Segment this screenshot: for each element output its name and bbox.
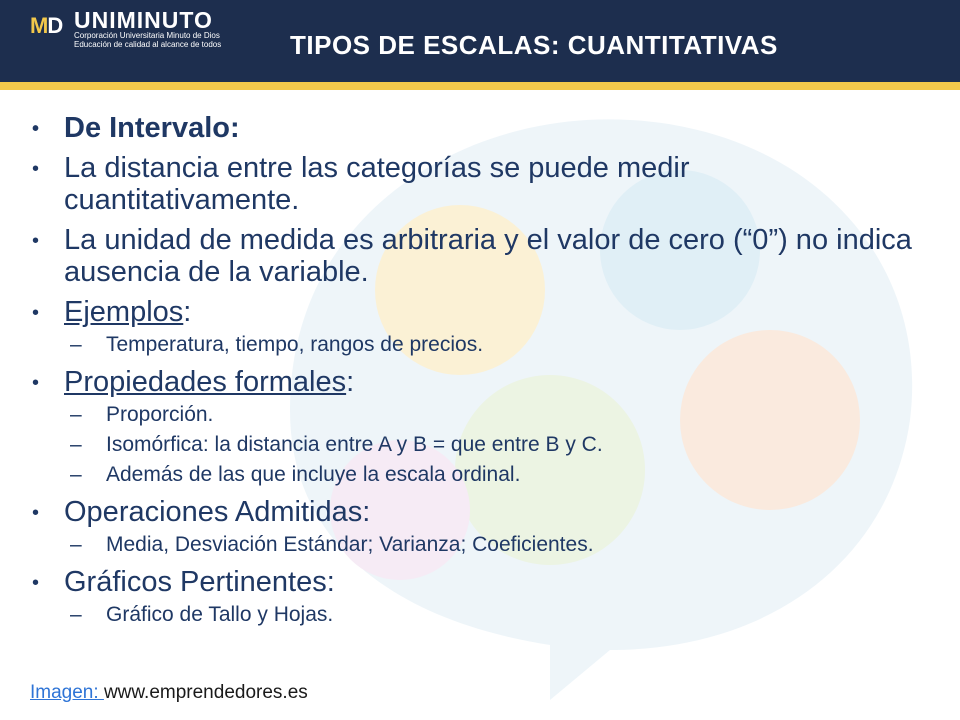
bullet-icon: • [32, 230, 40, 252]
list-item-de-intervalo [30, 112, 930, 144]
list-item-propiedades [30, 366, 930, 398]
image-credit-source: www.emprendedores.es [103, 682, 308, 703]
slide-title: TIPOS DE ESCALAS: CUANTITATIVAS [290, 30, 778, 60]
sub-item-ejemplos [30, 332, 930, 358]
sub-item-graficos [30, 602, 930, 628]
bullet-icon: • [32, 372, 40, 394]
bullet-text: De Intervalo: [64, 112, 240, 144]
dash-icon: – [70, 463, 82, 486]
list-item-unidad [30, 224, 930, 288]
sub-text: Media, Desviación Estándar; Varianza; Coeficientes. [106, 533, 594, 556]
propiedades-link[interactable]: Propiedades formales [64, 366, 347, 398]
image-credit-link[interactable]: Imagen: [30, 682, 104, 703]
logo-subtitle-line-2: Educación de calidad al alcance de todos [74, 40, 222, 49]
sub-item-proporcion [30, 402, 930, 428]
dash-icon: – [70, 333, 82, 356]
bullet-text: La unidad de medida es arbitraria y el valor de cero (“0”) no indica ausencia de la variable. [64, 224, 912, 288]
ejemplos-link[interactable]: Ejemplos [64, 296, 184, 328]
list-item-distancia [30, 152, 930, 216]
bullet-text: Operaciones Admitidas: [64, 496, 371, 528]
sub-text: Isomórfica: la distancia entre A y B = que entre B y C. [106, 433, 603, 456]
dash-icon: – [70, 433, 82, 456]
bullet-text: Gráficos Pertinentes: [64, 566, 335, 598]
list-item-ejemplos [30, 296, 930, 328]
logo-subtitle [74, 31, 221, 49]
header-bar [0, 0, 960, 90]
sub-text: Además de las que incluye la escala ordinal. [106, 463, 521, 486]
bullet-text: La distancia entre las categorías se puede medir cuantitativamente. [64, 152, 690, 216]
bullet-icon: • [32, 118, 40, 140]
dash-icon: – [70, 603, 82, 626]
bullet-list [30, 112, 930, 636]
bullet-icon: • [32, 158, 40, 180]
bullet-icon: • [32, 502, 40, 524]
sub-item-ordinal [30, 462, 930, 488]
colon: : [346, 366, 355, 398]
sub-text: Temperatura, tiempo, rangos de precios. [106, 333, 484, 356]
colon: : [183, 296, 192, 328]
logo-mark: MD [30, 13, 63, 38]
image-credit [30, 682, 308, 704]
sub-text: Proporción. [106, 403, 214, 426]
bullet-icon: • [32, 572, 40, 594]
dash-icon: – [70, 533, 82, 556]
list-item-operaciones [30, 496, 930, 528]
uniminuto-logo [30, 8, 260, 52]
dash-icon: – [70, 403, 82, 426]
list-item-graficos [30, 566, 930, 598]
sub-text: Gráfico de Tallo y Hojas. [106, 603, 334, 626]
sub-item-operaciones [30, 532, 930, 558]
logo-subtitle-line-1: Corporación Universitaria Minuto de Dios [74, 31, 220, 40]
sub-item-isomorfica [30, 432, 930, 458]
logo-name: UNIMINUTO [74, 7, 213, 33]
bullet-icon: • [32, 302, 40, 324]
